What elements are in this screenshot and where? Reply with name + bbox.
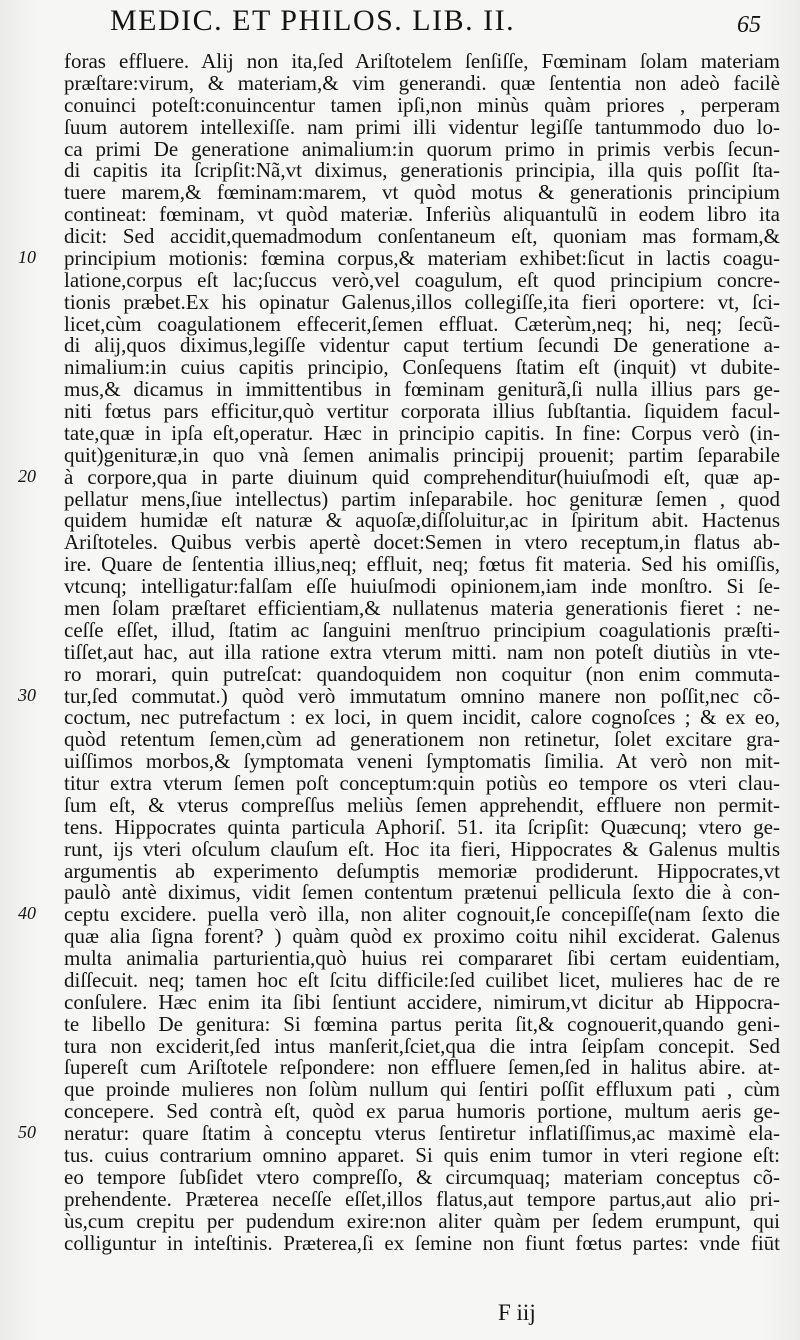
text-line: ro morari, quin putreſcat: quandoquidem non coquitur (non enim commuta- bbox=[64, 661, 780, 686]
text-line: ceptu excidere. puella verò illa, non aliter cognouit,ſe concepiſſe(nam ſexto die bbox=[64, 902, 780, 927]
text-line: dicit: Sed accidit,quemadmodum conſentaneum eſt, quoniam mas formam,& bbox=[64, 224, 780, 249]
text-line: latione,corpus eſt lac;ſuccus verò,vel coagulum, eſt quod principium concre- bbox=[64, 267, 780, 292]
text-line: tuere marem,& fœminam:marem, vt quòd motus & generationis principium bbox=[64, 180, 780, 205]
text-line: di capitis ita ſcripſit:Nã,vt diximus, generationis principia, illa quis poſſit ſta- bbox=[64, 158, 780, 183]
text-line: quidem humidæ eſt naturæ & aquoſæ,diſſoluitur,ac in ſpiritum abit. Hactenus bbox=[64, 508, 780, 533]
text-line: prehendente. Præterea neceſſe eſſet,illos flatus,aut tempore partus,aut alio pri- bbox=[64, 1186, 780, 1211]
text-line: multa animalia parturientia,quò huius rei compararet ſibi certam euidentiam, bbox=[64, 946, 780, 971]
text-line: runt, ijs vteri oſculum clauſum eſt. Hoc ita fieri, Hippocrates & Galenus multis bbox=[64, 836, 780, 861]
text-line: quit)genituræ,in quo vnà ſemen animalis principij prouenit; partim ſeparabile bbox=[64, 442, 780, 467]
text-line: diſſecuit. neq; tamen hoc eſt ſcitu difficile:ſed cuilibet licet, mulieres hac de re bbox=[64, 967, 780, 992]
margin-line-number: 30 bbox=[18, 684, 36, 705]
text-line: tur,ſed commutat.) quòd verò immutatum omnino manere non poſſit,nec cõ- bbox=[64, 683, 780, 708]
margin-line-number: 40 bbox=[18, 903, 36, 924]
text-line: ca primi De generatione animalium:in quorum primo in primis verbis ſecun- bbox=[64, 136, 780, 161]
text-line: niti fœtus pars efficitur,quò vertitur corporata illius ſubſtantia. ſiquidem facul- bbox=[64, 399, 780, 424]
text-line: ſum eſt, & vterus compreſſus meliùs ſemen apprehendit, effluere non permit- bbox=[64, 792, 780, 817]
text-line: conuinci poteſt:conuincentur tamen ipſi,non minùs quàm priores , perperam bbox=[64, 92, 780, 117]
text-line: nimalium:in cuius capitis principio, Conſequens ſtatim eſt (inquit) vt dubite- bbox=[64, 355, 780, 380]
text-line: argumentis ab experimento deſumptis memoriæ prodiderunt. Hippocrates,vt bbox=[64, 858, 780, 883]
margin-line-number: 20 bbox=[18, 465, 36, 486]
text-line: quòd retentum ſemen,cùm ad generationem non retinetur, ſolet excitare gra- bbox=[64, 727, 780, 752]
text-line: tate,quæ in ipſa eſt,operatur. Hæc in principio capitis. In fine: Corpus verò (in- bbox=[64, 420, 780, 445]
margin-line-number: 10 bbox=[18, 246, 36, 267]
text-line: contineat: fœminam, vt quòd materiæ. Inferiùs aliquantulũ in eodem libro ita bbox=[64, 202, 780, 227]
text-line: licet,cùm coagulationem effecerit,ſemen effluat. Cæterùm,neq; hi, neq; ſecũ- bbox=[64, 311, 780, 336]
text-line: tionis præbet.Ex his opinatur Galenus,illos collegiſſe,ita fieri oportere: vt, ſci- bbox=[64, 289, 780, 314]
text-line: tura non exciderit,ſed intus manſerit,ſciet,qua die intra ſeipſam concepit. Sed bbox=[64, 1033, 780, 1058]
text-line: quæ alia ſigna forent? ) quàm quòd ex proximo coitu nihil exciderat. Galenus bbox=[64, 924, 780, 949]
text-line: men ſolam præſtaret efficientiam,& nullatenus materia generationis fieret : ne- bbox=[64, 596, 780, 620]
text-line: uiſſimos morbos,& ſymptomata veneni ſymptomatis ſimilia. At verò non mit- bbox=[64, 749, 780, 774]
text-line: di alij,quos diximus,legiſſe videntur caput tertium ſecundi De generatione a- bbox=[64, 333, 780, 358]
text-line: ſuum autorem intellexiſſe. nam primi illi videntur legiſſe tantummodo duo lo- bbox=[64, 114, 780, 139]
text-line: ceſſe eſſet, illud, ſtatim ac ſanguini menſtruo principium coagulationis præſti- bbox=[64, 617, 780, 642]
text-line: que proinde mulieres non ſolùm nullum qui ſentiri poſſit effluxum pati , cùm bbox=[64, 1077, 780, 1102]
text-line: ire. Quare de ſententia illius,neq; effluit, neq; fœtus fit materia. Sed his omiſſis, bbox=[64, 552, 780, 577]
signature-mark: F iij bbox=[498, 1300, 536, 1325]
running-title: MEDIC. ET PHILOS. LIB. II. bbox=[110, 4, 516, 37]
text-line: præſtare:virum, & materiam,& vim generandi. quæ ſententia non adeò facilè bbox=[64, 70, 780, 95]
text-line: vtcunq; intelligatur:falſam eſſe huiuſmodi opinionem,iam inde monſtro. Si ſe- bbox=[64, 574, 780, 599]
text-line: Ariſtoteles. Quibus verbis apertè docet:Semen in vtero receptum,in flatus ab- bbox=[64, 530, 780, 555]
text-line: ùs,cum crepitu per pudendum exire:non aliter quàm per ſedem erumpunt, qui bbox=[64, 1208, 780, 1233]
text-line: à corpore,qua in parte diuinum quid comprehenditur(huiuſmodi eſt, quæ ap- bbox=[64, 464, 780, 489]
text-line: tiſſet,aut hac, aut illa ratione extra vterum mitti. nam non poteſt diutiùs in vte- bbox=[64, 639, 780, 664]
text-line: paulò antè diximus, vidit ſemen contentum prætenui pellicula ſexto die à con- bbox=[64, 880, 780, 905]
text-line: tens. Hippocrates quinta particula Aphoriſ. 51. ita ſcripſit: Quæcunq; vtero ge- bbox=[64, 814, 780, 839]
text-line: foras effluere. Alij non ita,ſed Ariſtotelem ſenſiſſe, Fœminam ſolam materiam bbox=[64, 49, 780, 73]
text-line: eo tempore ſubſidet vtero compreſſo, & circumquaq; materiam conceptus cõ- bbox=[64, 1164, 780, 1189]
text-line: pellatur mens,ſiue intellectus) partim inſeparabile. hoc genituræ ſemen , quod bbox=[64, 486, 780, 511]
text-line: principium motionis: fœmina corpus,& materiam exhibet:ſicut in lactis coagu- bbox=[64, 245, 780, 270]
text-line: coctum, nec putrefactum : ex loci, in quem incidit, calore cognoſces ; & ex eo, bbox=[64, 705, 780, 730]
text-line: conſulere. Hæc enim ita ſibi ſentiunt accidere, nimirum,vt dicitur ab Hippocra- bbox=[64, 989, 780, 1014]
text-line: ſupereſt cum Ariſtotele reſpondere: non effluere ſemen,ſed in halitus abire. at- bbox=[64, 1055, 780, 1080]
text-line: colliguntur in inteſtinis. Præterea,ſi ex ſemine non fiunt fœtus partes: vnde fiūt bbox=[64, 1230, 780, 1255]
page-number: 65 bbox=[737, 12, 761, 38]
text-line: te libello De genitura: Si fœmina partus perita ſit,& cognouerit,quando geni- bbox=[64, 1011, 780, 1036]
text-line: concepere. Sed contrà eſt, quòd ex parua humoris portione, multum aeris ge- bbox=[64, 1099, 780, 1124]
text-line: tus. cuius contrarium omnino apparet. Si quis enim tumor in vteri regione eſt: bbox=[64, 1143, 780, 1167]
text-line: titur extra vterum ſemen poſt conceptum:quin potiùs eo tempore os vteri clau- bbox=[64, 771, 780, 796]
text-line: mus,& dicamus in immittentibus in fœminam geniturã,ſi nulla illius pars ge- bbox=[64, 377, 780, 402]
text-line: neratur: quare ſtatim à conceptu vterus ſentiretur inflatiſſimus,ac maximè ela- bbox=[64, 1121, 780, 1146]
margin-line-number: 50 bbox=[18, 1122, 36, 1143]
